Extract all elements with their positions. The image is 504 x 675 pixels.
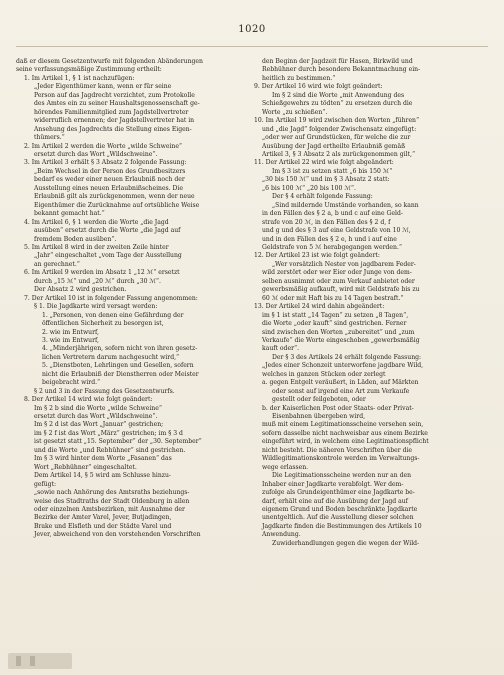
text-line: „Wer vorsätzlich Nester von jagdbarem Feder- <box>272 260 416 268</box>
text-line: und „die Jagd“ folgender Zwischensatz eingefügt: <box>262 125 417 133</box>
text-line: wege erlassen. <box>262 463 309 471</box>
text-line: und in den Fällen des § 2 e, h und i auf eine <box>262 235 397 243</box>
text-line: Zuwiderhandlungen gegen die wegen der Wild- <box>272 539 420 547</box>
text-line: hörendes Familienmitglied zum Jagdstellvertreter <box>34 108 189 116</box>
text-line: „Beim Wechsel in der Person des Grundbesitzers <box>34 167 186 175</box>
text-line: fremdem Boden ausüben“. <box>34 235 117 243</box>
text-line: Im § 3 ist zu setzen statt „6 bis 150 ℳ“ <box>272 167 393 175</box>
text-line: unentgeltlich. Auf die Ausstellung dieser solchen <box>262 514 414 522</box>
page-number: 1020 <box>238 24 266 35</box>
text-line: oder sonst auf irgend eine Art zum Verkaufe <box>272 387 410 395</box>
text-line: eingeführt wird, in welchem eine Legitimationspflicht <box>262 438 429 446</box>
text-line: Inhaber einer Jagdkarte verabfolgt. Wer dem- <box>262 480 404 488</box>
text-line: Schießgewehrs zu tödten“ zu ersetzen durch die <box>262 100 413 108</box>
text-line: wild zerstört oder wer Eier oder Junge von dem- <box>262 269 412 277</box>
text-line: Eigenthümer die Zurücknahme auf ortsübliche Weise <box>34 201 200 209</box>
text-line: 2. Im Artikel 2 werden die Worte „wilde Schweine“ <box>24 142 183 150</box>
text-line: 1. Im Artikel 1, § 1 ist nachzufügen: <box>24 74 135 82</box>
text-line: gestellt oder feilgeboten, oder <box>272 396 366 404</box>
text-line: „Jahr“ eingeschaltet „vom Tage der Ausstellung <box>34 252 182 260</box>
text-line: thümers.“ <box>34 134 65 142</box>
text-line: gewerbsmäßig aufkauft, wird mit Geldstrafe bis zu <box>262 286 420 294</box>
text-line: 11. Der Artikel 22 wird wie folgt abgeändert: <box>254 159 394 167</box>
text-line: Jever, abweichend von den vorstehenden Vorschriften <box>34 531 201 539</box>
library-logo-icon <box>8 653 72 669</box>
text-line: 5. „Dienstboten, Lehrlingen und Gesellen, sofern <box>42 362 194 370</box>
text-line: ersetzt durch das Wort „Wildschweine“. <box>34 150 158 158</box>
right-column <box>254 58 490 548</box>
text-line: weise des Stadtraths der Stadt Oldenburg in allen <box>34 497 190 505</box>
text-line: Der § 3 des Artikels 24 erhält folgende Fassung: <box>272 353 422 361</box>
left-column <box>16 58 252 540</box>
text-line: Der Absatz 2 wird gestrichen. <box>34 286 127 294</box>
text-line: und die Worte „und Rebhühner“ sind gestrichen. <box>34 446 186 454</box>
text-line: darf, erhält eine auf die Ausübung der Jagd auf <box>262 497 408 505</box>
text-line: Dem Artikel 14, § 5 wird am Schlusse hinzu- <box>34 472 171 480</box>
text-line: Im § 2 d ist das Wort „Januar“ gestrichen; <box>34 421 164 429</box>
text-line: nicht besteht. Die näheren Vorschriften über die <box>262 446 413 454</box>
text-line: Ansehung des Jagdrechts die Stellung eines Eigen- <box>34 125 192 133</box>
text-line: ausüben“ ersetzt durch die Worte „die Jagd auf <box>34 227 181 235</box>
text-line: zufolge als Grundeigenthümer eine Jagdkarte be- <box>262 489 415 497</box>
text-line: im § 1 ist statt „14 Tagen“ zu setzen „8 Tagen“, <box>262 311 409 319</box>
text-line: Artikel 3, § 3 Absatz 2 als zurückgenommen gilt,“ <box>262 150 416 158</box>
text-line: Worte „zu schießen“. <box>262 108 328 116</box>
text-line: a. gegen Entgelt veräußert, in Läden, auf Märkten <box>262 379 419 387</box>
text-line: welches in ganzen Stücken oder zerlegt <box>262 370 386 378</box>
text-line: 60 ℳ oder mit Haft bis zu 14 Tagen bestraft.“ <box>262 294 404 302</box>
text-line: oder einzelnen Amtsbezirken, mit Ausnahme der <box>34 506 185 514</box>
text-line: beigebracht wird.“ <box>42 379 101 387</box>
text-line: 12. Der Artikel 23 ist wie folgt geändert: <box>254 252 380 260</box>
text-line: Wort „Rebhühner“ eingeschaltet. <box>34 463 137 471</box>
text-line: sind zwischen den Worten „zubereitet“ und „zum <box>262 328 415 336</box>
text-line: Eisenbahnen übergeben wird, <box>272 413 366 421</box>
text-line: Wildlegitimationskontrole werden im Verwaltungs- <box>262 455 420 463</box>
text-line: 5. Im Artikel 8 wird in der zweiten Zeile hinter <box>24 243 169 251</box>
text-line: Verkaufe“ die Worte eingeschoben „gewerbsmäßig <box>262 336 420 344</box>
text-line: Erlaubniß gilt als zurückgenommen, wenn der neue <box>34 193 195 201</box>
text-line: sofern dasselbe nicht nachweisbar aus einem Bezirke <box>262 429 428 437</box>
text-line: Rebhühner durch besondere Bekanntmachung ein- <box>262 66 421 74</box>
text-line: heitlich zu bestimmen.“ <box>262 74 336 82</box>
text-line: und g und des § 3 auf eine Geldstrafe von 10 ℳ, <box>262 227 411 235</box>
text-line: Im § 2 sind die Worte „mit Anwendung des <box>272 91 405 99</box>
text-line: ersetzt durch das Wort „Wildschweine“. <box>34 413 158 421</box>
text-line: Ausstellung eines neuen Erlaubnißscheines. Die <box>34 184 183 192</box>
text-line: 8. Der Artikel 14 wird wie folgt geändert: <box>24 396 153 404</box>
text-line: 10. Im Artikel 19 wird zwischen den Worten „führen“ <box>254 117 420 125</box>
text-line: „sowie nach Anhörung des Amtsraths beziehungs- <box>34 489 190 497</box>
text-line: seine verfassungsmäßige Zustimmung ertheilt: <box>16 66 162 74</box>
text-line: Geldstrafe von 5 ℳ herabgegangen werden.“ <box>262 243 403 251</box>
text-line: kauft oder“. <box>262 345 300 353</box>
text-line: Anwendung. <box>262 531 301 539</box>
text-line: „6 bis 100 ℳ“ „20 bis 100 ℳ“. <box>262 184 356 192</box>
text-line: nicht die Erlaubniß der Dienstherren oder Meister <box>42 370 199 378</box>
text-line: muß mit einem Legitimationsscheine versehen sein, <box>262 421 424 429</box>
text-line: bekannt gemacht hat.“ <box>34 210 105 218</box>
text-line: „Jeder Eigenthümer kann, wenn er für seine <box>34 83 172 91</box>
text-line: 3. Im Artikel 3 erhält § 3 Absatz 2 folgende Fassung: <box>24 159 187 167</box>
text-line: Jagdkarte finden die Bestimmungen des Artikels 10 <box>262 522 422 530</box>
text-line: Person auf das Jagdrecht verzichtet, zum Protokolle <box>34 91 195 99</box>
text-line: Im § 3 wird hinter dem Worte „Fasanen“ das <box>34 455 172 463</box>
text-line: bedarf es weder einer neuen Erlaubniß noch der <box>34 176 185 184</box>
text-line: lichen Vertretern darum nachgesucht wird,“ <box>42 353 180 361</box>
text-line: selben ausnimmt oder zum Verkauf anbietet oder <box>262 277 415 285</box>
text-line: an gerechnet.“ <box>34 260 80 268</box>
text-line: den Beginn der Jagdzeit für Hasen, Birkwild und <box>262 58 413 65</box>
text-line: Ausübung der Jagd ertheilte Erlaubniß gemäß <box>262 142 406 150</box>
header-rule <box>16 46 488 47</box>
text-line: durch „15 ℳ“ und „20 ℳ“ durch „30 ℳ“. <box>34 277 161 285</box>
text-line: 13. Der Artikel 24 wird dahin abgeändert: <box>254 303 385 311</box>
text-line: Bezirke der Ämter Varel, Jever, Butjadingen, <box>34 514 172 522</box>
text-line: ist gesetzt statt „15. September“ der „30. September“ <box>34 438 202 446</box>
text-line: „Jedes einer Schonzeit unterworfene jagdbare Wild, <box>262 362 424 370</box>
text-line: 7. Der Artikel 10 ist in folgender Fassung angenommen: <box>24 294 198 302</box>
text-line: „oder wer auf Grundstücken, für welche die zur <box>262 134 411 142</box>
text-line: § 2 und 3 in der Fassung des Gesetzentwurfs. <box>34 387 175 395</box>
text-line: 9. Der Artikel 16 wird wie folgt geändert: <box>254 83 383 91</box>
text-line: 6. Im Artikel 9 werden im Absatz 1 „12 ℳ“ ersetzt <box>24 269 180 277</box>
text-line: Die Legitimationsscheine werden nur an den <box>272 472 412 480</box>
text-line: 2. wie im Entwurf, <box>42 328 99 336</box>
text-line: „30 bis 150 ℳ“ und im § 3 Absatz 2 statt: <box>262 176 390 184</box>
text-line: 3. wie im Entwurf, <box>42 336 99 344</box>
text-line: 4. „Minderjährigen, sofern nicht von ihren gesetz- <box>42 345 198 353</box>
text-line: „Sind mildernde Umstände vorhanden, so kann <box>272 201 419 209</box>
text-line: Der § 4 erhält folgende Fassung: <box>272 193 373 201</box>
text-line: gefügt: <box>34 480 57 488</box>
text-line: daß er diesem Gesetzentwurfe mit folgenden Abänderungen <box>16 58 203 65</box>
text-line: eigenem Grund und Boden beschränkte Jagdkarte <box>262 506 418 514</box>
text-line: strafe von 20 ℳ, in den Fällen des § 2 d, f <box>262 218 391 226</box>
text-line: Im § 2 b sind die Worte „wilde Schweine“ <box>34 404 162 412</box>
text-line: b. der Kaiserlichen Post oder Staats- oder Privat- <box>262 404 414 412</box>
text-line: Brake und Elsfleth und der Städte Varel und <box>34 522 172 530</box>
text-line: § 1. Die Jagdkarte wird versagt werden: <box>34 303 158 311</box>
text-line: die Worte „oder kauft“ sind gestrichen. Ferner <box>262 320 407 328</box>
text-line: 4. Im Artikel 6, § 1 werden die Worte „die Jagd <box>24 218 169 226</box>
text-line: in den Fällen des § 2 a, b und c auf eine Geld- <box>262 210 403 218</box>
text-line: 1. „Personen, von denen eine Gefährdung der <box>42 311 184 319</box>
text-line: des Amtes ein zu seiner Haushaltsgenossenschaft ge- <box>34 100 200 108</box>
text-line: im § 2 f ist das Wort „März“ gestrichen; im § 3 d <box>34 429 183 437</box>
text-line: öffentlichen Sicherheit zu besorgen ist, <box>42 320 164 328</box>
text-line: widerruflich ernennen; der Jagdstellvertreter hat in <box>34 117 195 125</box>
